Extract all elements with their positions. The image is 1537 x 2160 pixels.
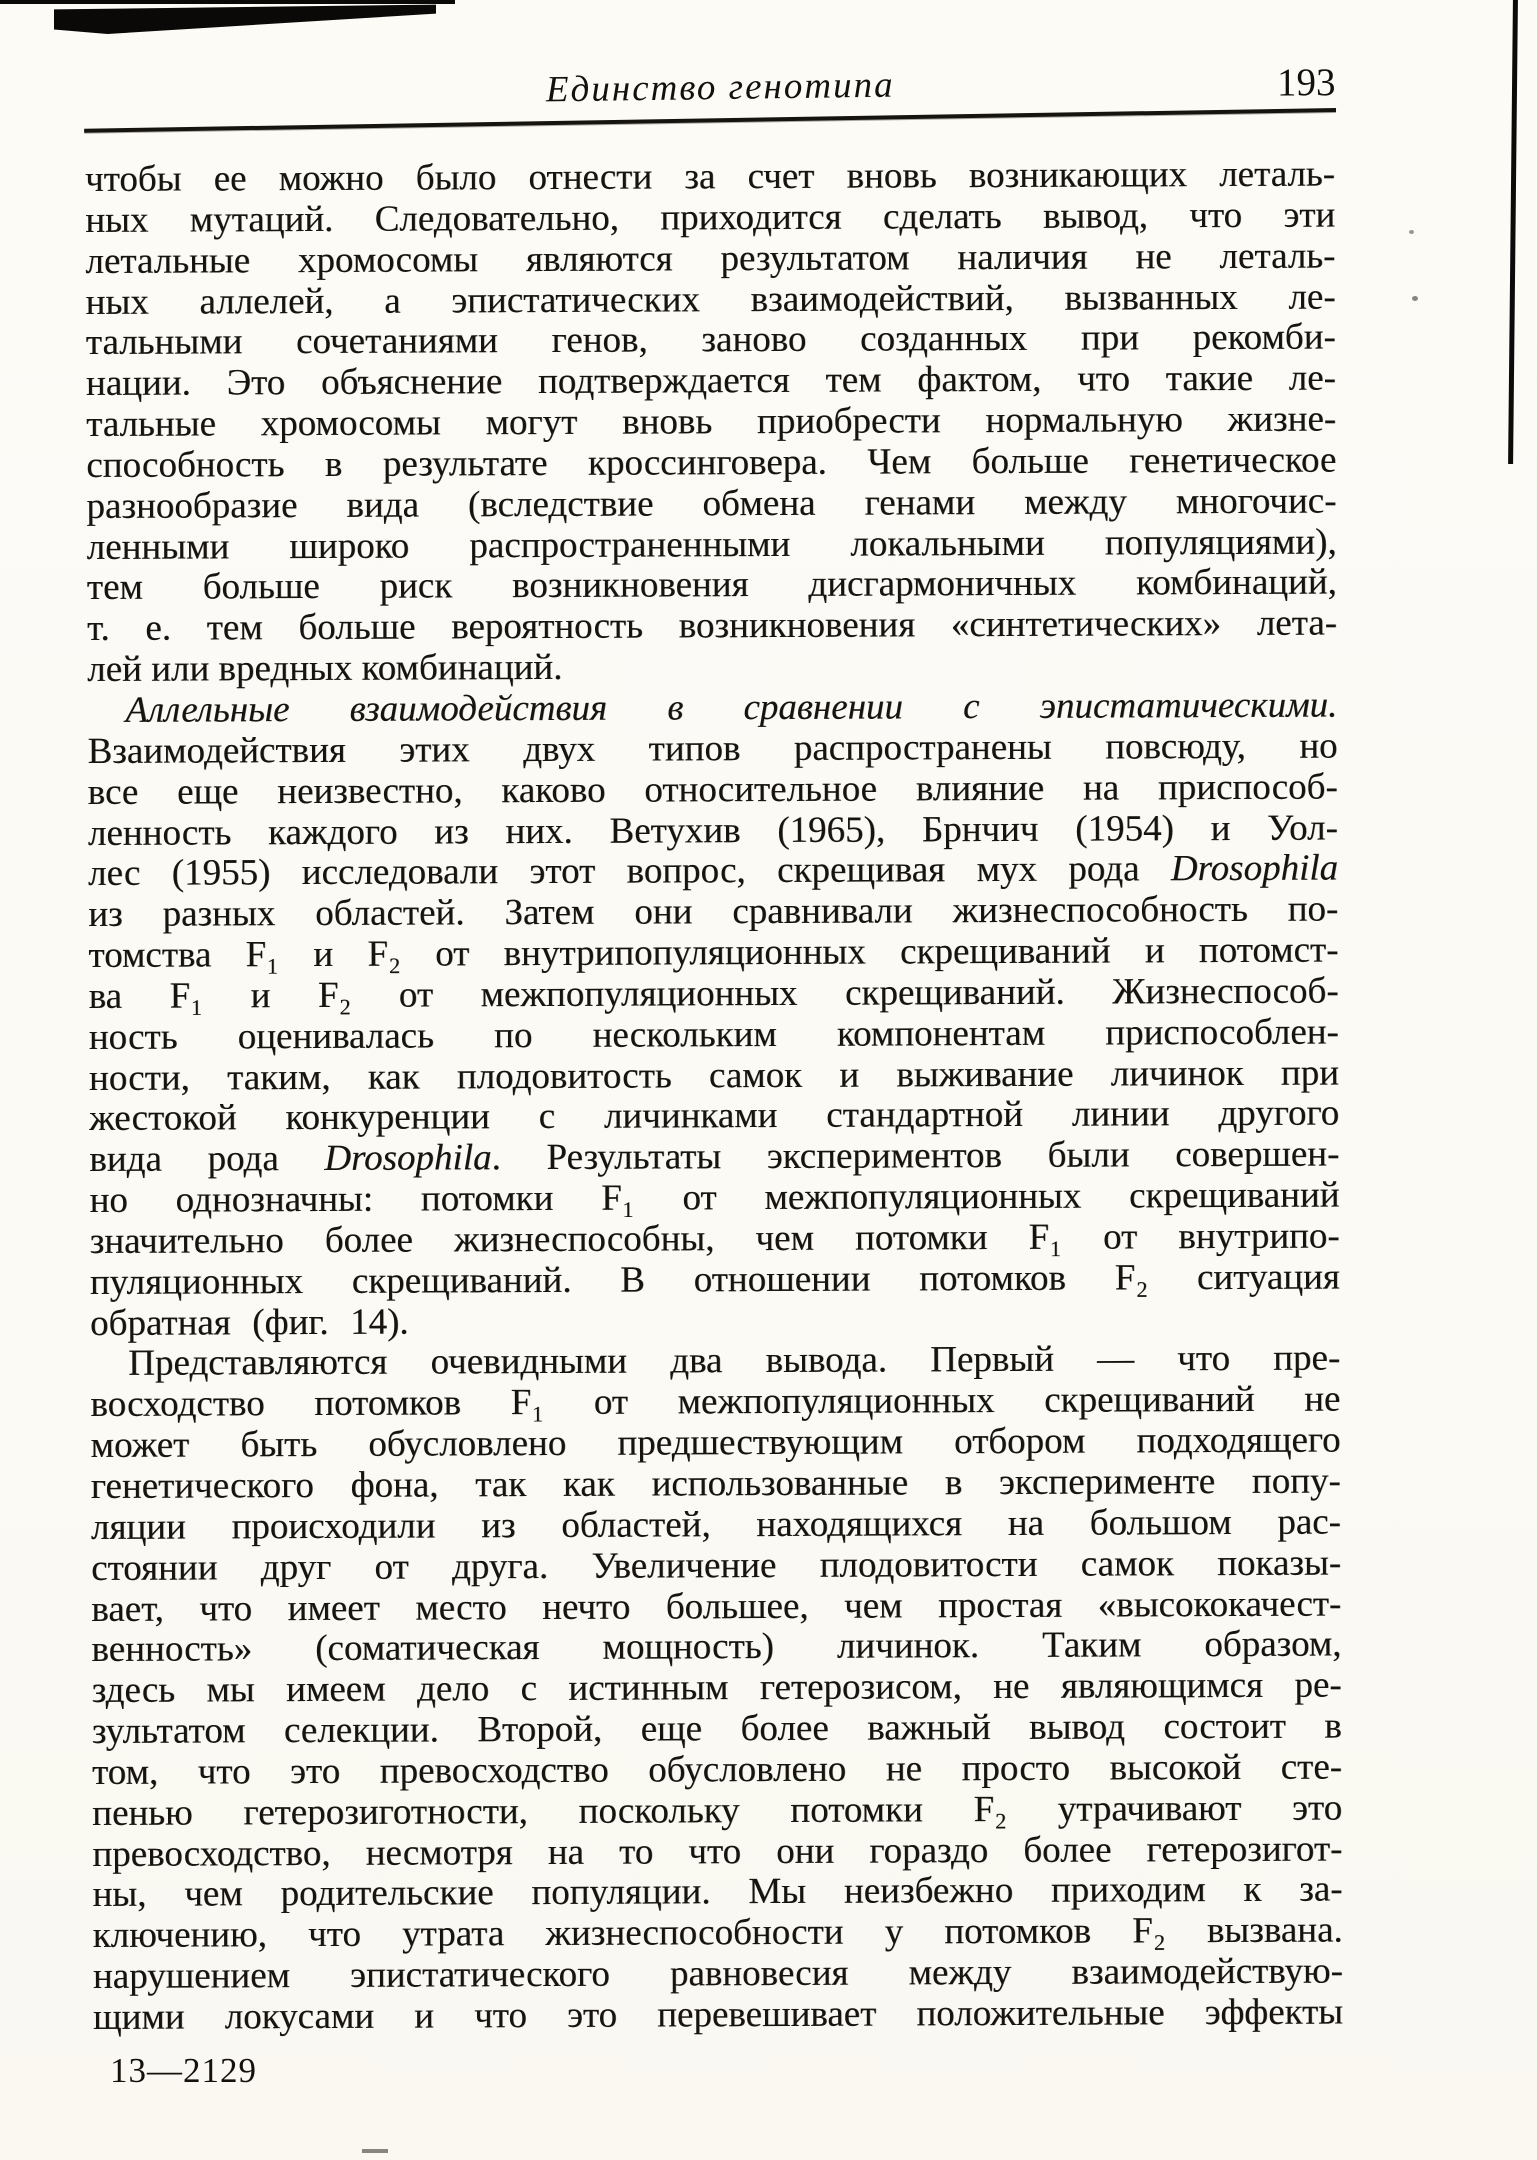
text-line: ва F₁ и F₂ от межпопуляционных скрещиваний. Жизнеспособ-: [88, 970, 1339, 1017]
text-line: ляции происходили из областей, находящихся на большом рас-: [90, 1501, 1342, 1548]
text-line: Представляются очевидными два вывода. Первый — что пре-: [128, 1338, 1341, 1385]
text-line: тем больше риск возникновения дисгармоничных комбинаций,: [86, 561, 1337, 609]
text-line: ность оценивалась по нескольким компонентам приспособлен-: [88, 1011, 1339, 1058]
text-line: превосходство, несмотря на то что они гораздо более гетерозигот-: [92, 1828, 1343, 1875]
text-line: том, что это превосходство обусловлено не просто высокой сте-: [91, 1746, 1343, 1793]
text-line: вида рода Drosophila. Результаты экспериментов были совершен-: [89, 1133, 1340, 1181]
text-line: тальные хромосомы могут вновь приобрести нормальную жизне-: [86, 398, 1337, 446]
text-line: щими локусами и что это перевешивает положительные эффекты: [93, 1991, 1344, 2038]
text-line: генетического фона, так как использованные в эксперименте попу-: [90, 1460, 1341, 1507]
text-line: ленность каждого из них. Ветухив (1965), Брнчич (1954) и Уол-: [87, 807, 1339, 854]
text-line: способность в результате кроссинговера. Чем больше генетическое: [86, 439, 1337, 486]
text-line: стоянии друг от друга. Увеличение плодовитости самок показы-: [91, 1542, 1342, 1589]
page-number: 193: [1277, 61, 1336, 104]
text-line: венность» (соматическая мощность) личинок. Таким образом,: [91, 1623, 1342, 1671]
text-line: значительно более жизнеспособны, чем потомки F₁ от внутрипо-: [89, 1215, 1340, 1262]
text-line: нарушением эпистатического равновесия между взаимодействую-: [92, 1950, 1344, 1998]
text-line: Взаимодействия этих двух типов распространены повсюду, но: [87, 725, 1338, 772]
scan-artifact-top-left-wedge: [54, 4, 436, 34]
text-line: разнообразие вида (вследствие обмена генами между многочис-: [86, 480, 1337, 527]
text-line: восходство потомков F₁ от межпопуляционных скрещиваний не: [90, 1378, 1341, 1426]
text-line: ных мутаций. Следовательно, приходится сделать вывод, что эти: [85, 194, 1336, 241]
header-rule: [84, 108, 1336, 132]
text-line: ключению, что утрата жизнеспособности у потомков F₂ вызвана.: [92, 1909, 1343, 1957]
text-line: нации. Это объяснение подтверждается тем фактом, что такие ле-: [85, 357, 1337, 405]
text-line: вает, что имеет место нечто большее, чем простая «высококачест-: [91, 1583, 1342, 1630]
text-line: ных аллелей, а эпистатических взаимодействий, вызванных ле-: [85, 276, 1336, 323]
scan-speck: [1409, 230, 1414, 234]
text-line: ны, чем родительские популяции. Мы неизбежно приходим к за-: [92, 1868, 1343, 1916]
signature-mark: 13—2129: [110, 2051, 257, 2090]
text-line: обратная (фиг. 14).: [89, 1301, 409, 1344]
text-line: Аллельные взаимодействия в сравнении с эпистатическими.: [125, 684, 1338, 731]
text-line: ности, таким, как плодовитость самок и выживание личинок при: [88, 1052, 1340, 1099]
text-line: ленными широко распространенными локальными популяциями),: [86, 521, 1337, 568]
text-line: летальные хромосомы являются результатом наличия не леталь-: [85, 235, 1336, 282]
text-line: т. е. тем больше вероятность возникновения «синтетических» лета-: [86, 602, 1338, 650]
text-line: из разных областей. Затем они сравнивали жизнеспособность по-: [88, 888, 1339, 936]
text-line: лес (1955) исследовали этот вопрос, скрещивая мух рода Drosophila: [88, 847, 1339, 895]
text-line: лей или вредных комбинаций.: [87, 647, 563, 691]
text-line: тальными сочетаниями генов, заново созданных при рекомби-: [85, 316, 1336, 364]
text-line: томства F₁ и F₂ от внутрипопуляционных скрещиваний и потомст-: [88, 929, 1339, 977]
text-line: может быть обусловлено предшествующим отбором подходящего: [90, 1419, 1341, 1467]
body-text: [85, 155, 1343, 2039]
text-line: жестокой конкуренции с личинками стандартной линии другого: [89, 1092, 1340, 1140]
text-line: здесь мы имеем дело с истинным гетерозисом, не являющимся ре-: [91, 1664, 1342, 1712]
text-line: зультатом селекции. Второй, еще более важный вывод состоит в: [91, 1705, 1342, 1753]
text-line: пуляционных скрещиваний. В отношении потомков F₂ ситуация: [89, 1256, 1340, 1303]
text-line: пенью гетерозиготности, поскольку потомки F₂ утрачивают это: [92, 1787, 1343, 1834]
scan-artifact-bottom-dash: [362, 2149, 388, 2153]
text-line: все еще неизвестно, каково относительное влияние на приспособ-: [87, 766, 1338, 813]
text-line: чтобы ее можно было отнести за счет вновь возникающих леталь-: [84, 153, 1336, 200]
running-header-title: Единство генотипа: [545, 64, 895, 111]
scan-speck: [1412, 296, 1418, 301]
text-line: но однозначны: потомки F₁ от межпопуляционных скрещиваний: [89, 1174, 1340, 1222]
page-edge-line: [1508, 0, 1518, 464]
scan-artifact-top-strip: [0, 0, 455, 4]
